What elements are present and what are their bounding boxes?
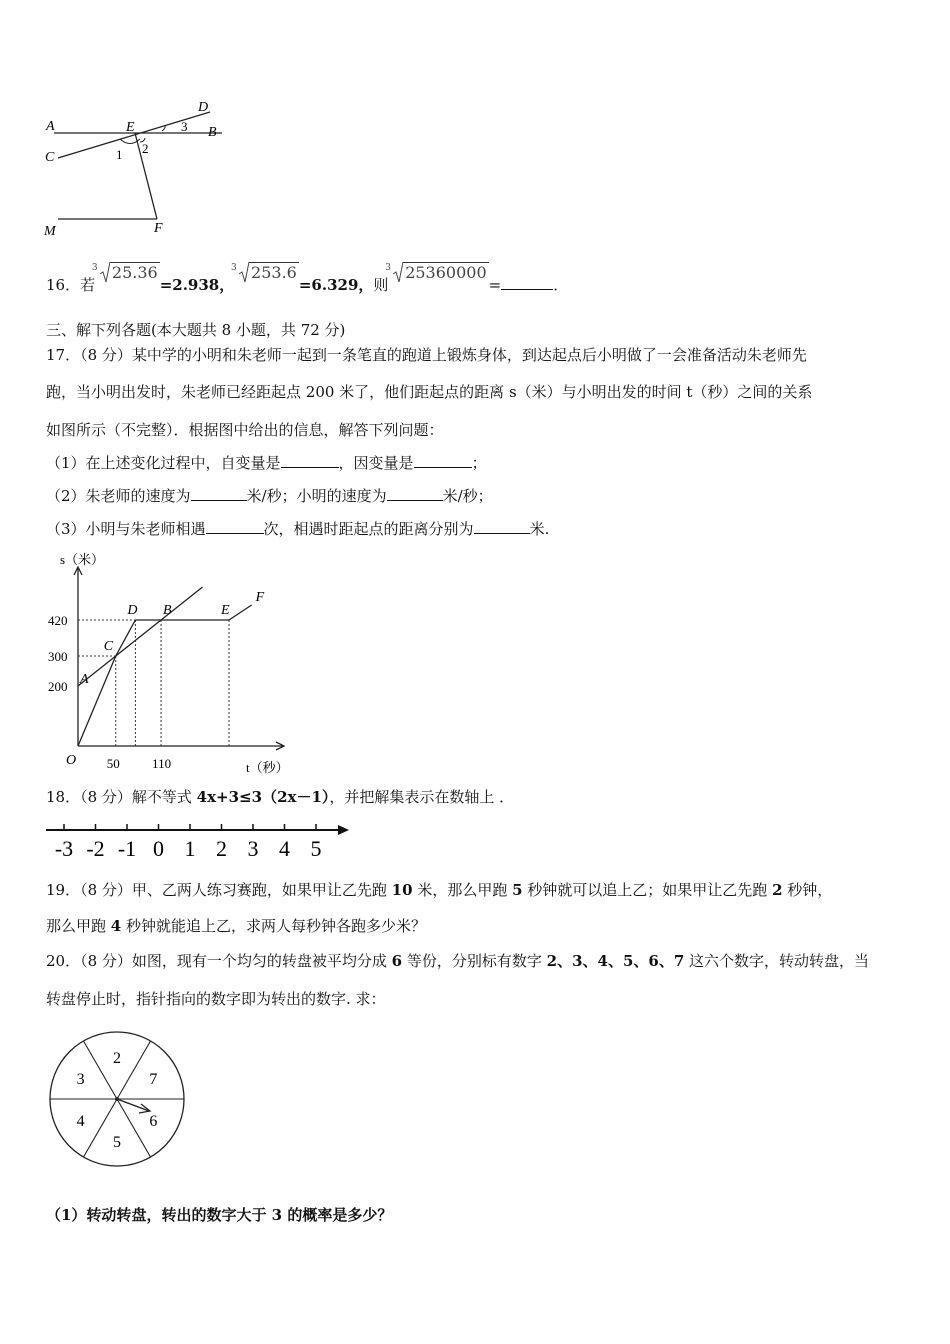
origin-label: O: [66, 753, 77, 768]
pointer-arrow: [117, 1099, 149, 1111]
root-index: 3: [385, 263, 391, 273]
point-label-D: D: [127, 603, 138, 618]
q20-n6: 6: [391, 952, 403, 970]
q18-text: 18．（8 分）解不等式: [46, 788, 197, 806]
sector-label: 7: [149, 1071, 158, 1088]
series-line-2: [78, 587, 203, 686]
q19-line-2: [46, 916, 426, 936]
sector-divider: [84, 1099, 118, 1157]
q17-p3-text-c: 米.: [529, 520, 550, 538]
q16-ze: 则: [373, 276, 389, 294]
question-16: [46, 263, 569, 295]
label-M: M: [44, 224, 56, 239]
q19-text-e: 那么甲跑: [46, 917, 111, 935]
q17-p1-text-c: ；: [471, 454, 487, 472]
answer-blank[interactable]: [501, 275, 553, 290]
tick-label: 5: [310, 836, 322, 861]
q17-p2-text: （2）朱老师的速度为: [46, 487, 191, 505]
cube-root-1: [91, 263, 160, 295]
q20-numbers: 2、3、4、5、6、7: [546, 952, 685, 970]
q17-part-1: [46, 453, 487, 473]
tick-label: 4: [279, 836, 290, 861]
question-18: [46, 787, 514, 807]
answer-blank[interactable]: [414, 453, 472, 468]
q19-n4: 4: [110, 917, 122, 935]
sector-label: 2: [113, 1050, 121, 1067]
q19-text-c: 秒钟就可以追上乙；如果甲让乙先跑: [522, 881, 773, 899]
sector-label: 3: [76, 1071, 85, 1088]
q17-line-3: 如图所示（不完整）．根据图中给出的信息，解答下列问题：: [46, 421, 444, 439]
q20-p1-text: （1）转动转盘，转出的数字大于: [46, 1206, 272, 1224]
label-C: C: [45, 150, 55, 165]
answer-blank[interactable]: [191, 486, 247, 501]
q17-part-2: [46, 486, 493, 506]
q19-text-f: 秒钟就能追上乙，求两人每秒钟各跑多少米？: [121, 917, 426, 935]
q17-p1-text-b: ，因变量是: [338, 454, 414, 472]
point-label-F: F: [255, 590, 265, 605]
q19-line-1: [46, 880, 832, 900]
tick-label: -2: [86, 836, 105, 861]
distance-time-chart: [40, 546, 300, 778]
q19-text-b: 米，那么甲跑: [412, 881, 513, 899]
label-angle2: 2: [142, 141, 149, 156]
q16-value-2: =6.329，: [298, 276, 374, 294]
label-B: B: [208, 125, 217, 140]
q20-part-1: [46, 1205, 392, 1225]
geometry-figure: [40, 92, 240, 242]
root-index: 3: [231, 263, 237, 273]
section-3-title: 三、解下列各题(本大题共 8 小题，共 72 分): [46, 321, 346, 339]
label-F: F: [154, 221, 163, 236]
answer-blank[interactable]: [206, 519, 264, 534]
tick-label: 3: [247, 836, 259, 861]
y-axis-label: s（米）: [60, 552, 105, 567]
point-label-E: E: [221, 603, 230, 618]
label-A: A: [46, 119, 55, 134]
q16-end: ．: [553, 276, 569, 294]
q19-text-a: 19．（8 分）甲、乙两人练习赛跑，如果甲让乙先跑: [46, 881, 392, 899]
q20-p1-text-b: 的概率是多少？: [282, 1206, 393, 1224]
q19-n1: 10: [391, 881, 413, 899]
radicand-1: 25.36: [111, 263, 158, 282]
q16-value-1: =2.938，: [159, 276, 235, 294]
q17-p2-text-c: 米/秒；: [442, 487, 493, 505]
answer-blank[interactable]: [474, 519, 530, 534]
q20-line-1: [46, 951, 869, 971]
spinner-wheel: [46, 1028, 188, 1170]
sector-label: 6: [149, 1113, 158, 1130]
y-tick-label: 200: [48, 679, 68, 694]
q17-p3-text: （3）小明与朱老师相遇: [46, 520, 206, 538]
q20-p1-number: 3: [271, 1206, 283, 1224]
q19-text-d: 秒钟，: [782, 881, 833, 899]
y-tick-label: 300: [48, 649, 68, 664]
sector-label: 5: [113, 1134, 121, 1151]
tick-label: 2: [216, 836, 227, 861]
x-tick-label: 50: [106, 756, 120, 771]
x-axis-label: t（秒）: [246, 760, 289, 775]
q17-part-3: [46, 519, 549, 539]
root-index: 3: [91, 263, 98, 273]
q16-ruo: 若: [80, 276, 96, 294]
tick-label: -1: [117, 836, 137, 861]
q19-n3: 2: [772, 881, 783, 899]
tick-label: -3: [54, 836, 74, 861]
q17-p1-text: （1）在上述变化过程中，自变量是: [46, 454, 281, 472]
y-tick-label: 420: [48, 613, 68, 628]
label-angle1: 1: [116, 147, 123, 162]
q20-text-a: 20．（8 分）如图，现有一个均匀的转盘被平均分成: [46, 952, 392, 970]
q18-text-b: ，并把解集表示在数轴上 ．: [329, 788, 515, 806]
number-line: [40, 816, 360, 864]
x-tick-label: 110: [152, 756, 172, 771]
q17-line-2: 跑，当小明出发时，朱老师已经距起点 200 米了，他们距起点的距离 s（米）与小明出发的时间 t（秒）之间的关系: [46, 383, 813, 401]
point-label-B: B: [163, 603, 172, 618]
point-label-A: A: [80, 672, 89, 687]
label-D: D: [198, 100, 209, 115]
q20-text-c: 这六个数字，转动转盘，当: [684, 952, 870, 970]
series-line-3: [135, 605, 251, 620]
tick-label: 0: [153, 836, 164, 861]
q20-text-b: 等份，分别标有数字: [402, 952, 547, 970]
q17-line-1: 17．（8 分）某中学的小明和朱老师一起到一条笔直的跑道上锻炼身体，到达起点后小明做了一会准备活动朱老师先: [46, 346, 807, 364]
number-line-arrow: [338, 825, 349, 835]
cube-root-3: [385, 263, 488, 295]
answer-blank[interactable]: [281, 453, 339, 468]
answer-blank[interactable]: [387, 486, 443, 501]
sector-divider: [84, 1041, 118, 1099]
q17-p3-text-b: 次，相遇时距起点的距离分别为: [263, 520, 474, 538]
label-E: E: [126, 120, 135, 135]
sector-divider: [117, 1041, 151, 1099]
pointer-pivot: [115, 1097, 119, 1101]
q16-number: 16．: [46, 276, 81, 294]
sector-label: 4: [76, 1113, 85, 1130]
q17-p2-text-b: 米/秒；小明的速度为: [246, 487, 387, 505]
label-angle3: 3: [181, 119, 188, 134]
q18-inequality: 4x+3≤3（2x－1）: [196, 788, 330, 806]
radicand-3: 25360000: [405, 263, 487, 282]
cube-root-2: [231, 263, 299, 295]
q16-equals: =: [488, 276, 502, 294]
q20-line-2: 转盘停止时，指针指向的数字即为转出的数字. 求：: [46, 990, 386, 1008]
q19-n2: 5: [512, 881, 523, 899]
radicand-2: 253.6: [251, 263, 297, 282]
tick-label: 1: [184, 836, 196, 861]
point-label-C: C: [103, 639, 114, 654]
